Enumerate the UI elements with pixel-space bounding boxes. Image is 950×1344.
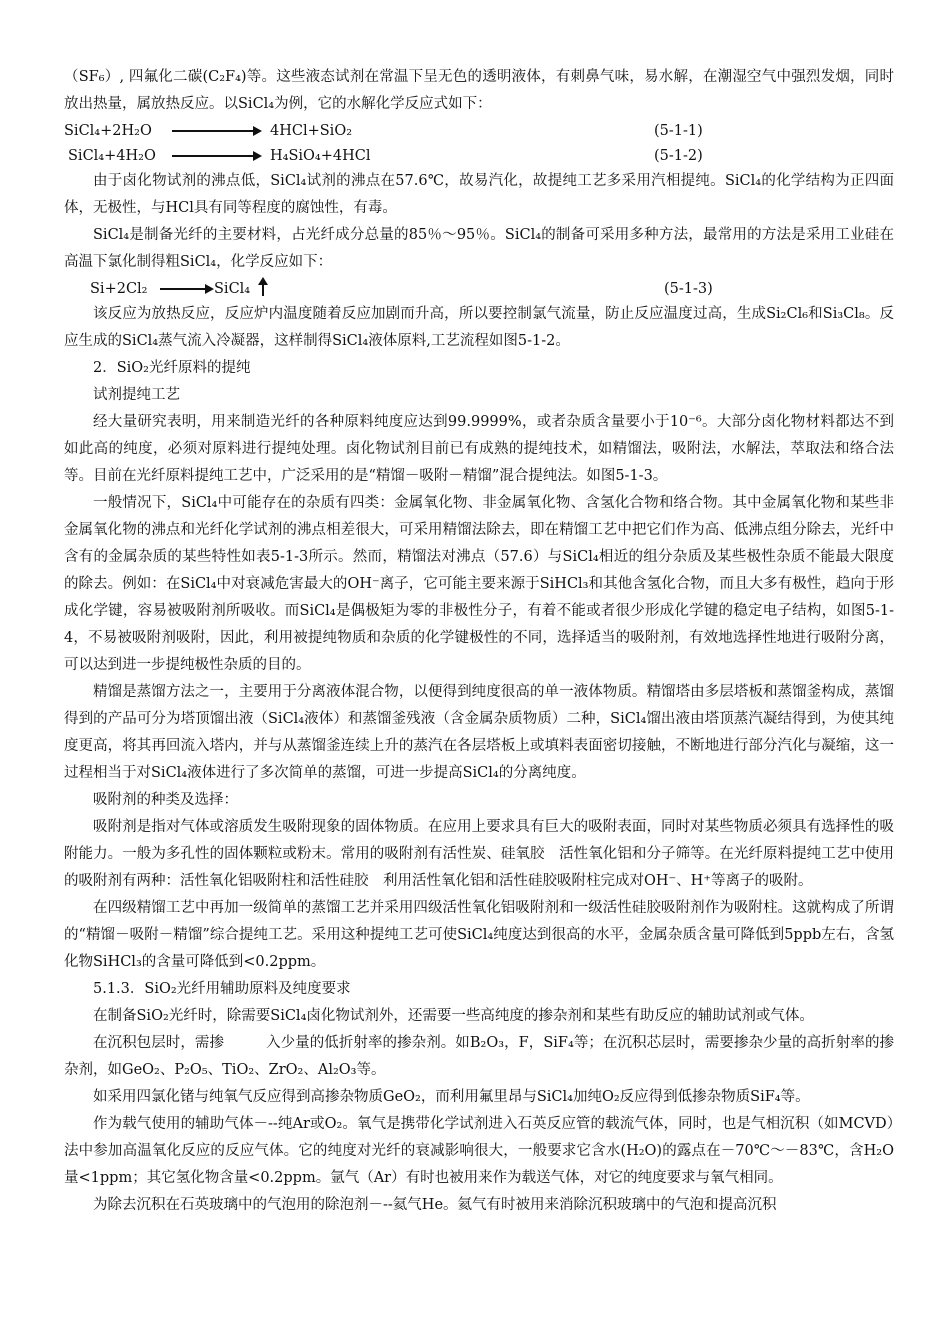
equation-number: (5-1-2) bbox=[654, 148, 703, 164]
gas-evolution-arrow-icon bbox=[262, 280, 264, 296]
paragraph: 作为载气使用的辅助气体－--纯Ar或O₂。氧气是携带化学试剂进入石英反应管的载流气体，同时，也是气相沉积（如MCVD）法中参加高温氧化反应的反应气体。它的纯度对光纤的衰减影响很大，一般要求它含水(H₂O)的露点在－70℃～－83℃，含H₂O量<1ppm；其它氢化物含量<0.2ppm。氩气（Ar）有时也被用来作为载送气体，对它的纯度要求与氧气相同。 bbox=[64, 1116, 894, 1186]
section-heading: 5.1.3．SiO₂光纤用辅助原料及纯度要求 bbox=[93, 981, 351, 997]
paragraph: 由于卤化物试剂的沸点低，SiCl₄试剂的沸点在57.6℃，故易汽化，故提纯工艺多采用汽相提纯。SiCl₄的化学结构为正四面体，无极性，与HCl具有同等程度的腐蚀性，有毒。 bbox=[64, 173, 894, 216]
paragraph: 精馏是蒸馏方法之一，主要用于分离液体混合物，以便得到纯度很高的单一液体物质。精馏塔由多层塔板和蒸馏釜构成，蒸馏得到的产品可分为塔顶馏出液（SiCl₄液体）和蒸馏釜残液（含金属杂质物质）二种，SiCl₄馏出液由塔顶蒸汽凝结得到，为使其纯度更高，将其再回流入塔内，并与从蒸馏釜连续上升的蒸汽在各层塔板上或填料表面密切接触，不断地进行部分汽化与凝缩，这一过程相当于对SiCl₄液体进行了多次简单的蒸馏，可进一步提高SiCl₄的分离纯度。 bbox=[64, 684, 894, 781]
paragraph: 该反应为放热反应，反应炉内温度随着反应加剧而升高，所以要控制氯气流量，防止反应温度过高，生成Si₂Cl₆和Si₃Cl₈。反应生成的SiCl₄蒸气流入冷凝器，这样制得SiCl₄液体原料,工艺流程如图5-1-2。 bbox=[64, 306, 894, 349]
subsection-heading: 吸附剂的种类及选择： bbox=[93, 792, 238, 808]
paragraph: SiCl₄是制备光纤的主要材料，占光纤成分总量的85％～95％。SiCl₄的制备可采用多种方法，最常用的方法是采用工业硅在高温下氯化制得粗SiCl₄，化学反应如下： bbox=[64, 227, 894, 270]
equation-lhs: SiCl₄+4H₂O bbox=[68, 148, 156, 164]
paragraph: 在四级精馏工艺中再加一级简单的蒸馏工艺并采用四级活性氧化铝吸附剂和一级活性硅胶吸附剂作为吸附柱。这就构成了所谓的“精馏－吸附－精馏”综合提纯工艺。采用这种提纯工艺可使SiCl₄纯度达到很高的水平，金属杂质含量可降低到5ppb左右，含氢化物SiHCl₃的含量可降低到<0.2ppm。 bbox=[64, 900, 894, 970]
equation-rhs: 4HCl+SiO₂ bbox=[270, 123, 353, 139]
equation-5-1-2 bbox=[64, 143, 894, 168]
paragraph: 如采用四氯化锗与纯氧气反应得到高掺杂物质GeO₂，而利用氟里昂与SiCl₄加纯O₂反应得到低掺杂物质SiF₄等。 bbox=[93, 1089, 810, 1105]
paragraph: 在制备SiO₂光纤时，除需要SiCl₄卤化物试剂外，还需要一些高纯度的掺杂剂和某些有助反应的辅助试剂或气体。 bbox=[93, 1008, 814, 1024]
paragraph-part: 在沉积包层时，需掺 bbox=[93, 1035, 225, 1051]
paragraph-part: 入少量的低折射率的掺杂剂。如B₂O₃，F，SiF₄等；在沉积芯层时，需要掺杂少量的高折射率的掺杂剂，如GeO₂、P₂O₅、TiO₂、ZrO₂、Al₂O₃等。 bbox=[64, 1035, 895, 1078]
equation-number: (5-1-3) bbox=[664, 281, 713, 297]
reaction-arrow-icon bbox=[172, 155, 260, 157]
paragraph: 一般情况下，SiCl₄中可能存在的杂质有四类：金属氧化物、非金属氧化物、含氢化合物和络合物。其中金属氧化物和某些非金属氧化物的沸点和光纤化学试剂的沸点相差很大，可采用精馏法除去，即在精馏工艺中把它们作为高、低沸点组分除去，光纤中含有的金属杂质的某些特性如表5-1-3所示。然而，精馏法对沸点（57.6）与SiCl₄相近的组分杂质及某些极性杂质不能最大限度的除去。例如：在SiCl₄中对衰减危害最大的OH⁻离子，它可能主要来源于SiHCl₃和其他含氢化合物，而且大多有极性，趋向于形成化学键，容易被吸附剂所吸收。而SiCl₄是偶极矩为零的非极性分子，有着不能或者很少形成化学键的稳定电子结构，如图5-1-4，不易被吸附剂吸附，因此，利用被提纯物质和杂质的化学键极性的不同，选择适当的吸附剂，有效地选择性地进行吸附分离，可以达到进一步提纯极性杂质的目的。 bbox=[64, 495, 894, 673]
equation-5-1-3 bbox=[64, 276, 894, 301]
paragraph: 经大量研究表明，用来制造光纤的各种原料纯度应达到99.9999%，或者杂质含量要小于10⁻⁶。大部分卤化物材料都达不到如此高的纯度，必须对原料进行提纯处理。卤化物试剂目前已有成熟的提纯技术，如精馏法，吸附法，水解法，萃取法和络合法等。目前在光纤原料提纯工艺中，广泛采用的是“精馏－吸附－精馏”混合提纯法。如图5-1-3。 bbox=[64, 414, 894, 484]
equation-lhs: Si+2Cl₂ bbox=[90, 281, 148, 297]
equation-lhs: SiCl₄+2H₂O bbox=[64, 123, 152, 139]
paragraph: 为除去沉积在石英玻璃中的气泡用的除泡剂－--氦气He。氦气有时被用来消除沉积玻璃中的气泡和提高沉积 bbox=[93, 1197, 777, 1213]
reaction-arrow-icon bbox=[160, 288, 212, 290]
equation-5-1-1 bbox=[64, 118, 894, 143]
equation-rhs: SiCl₄ bbox=[214, 281, 251, 297]
reaction-arrow-icon bbox=[172, 130, 260, 132]
equation-number: (5-1-1) bbox=[654, 123, 703, 139]
subsection-heading: 试剂提纯工艺 bbox=[93, 387, 180, 403]
paragraph bbox=[64, 1030, 894, 1084]
paragraph: 吸附剂是指对气体或溶质发生吸附现象的固体物质。在应用上要求具有巨大的吸附表面，同时对某些物质必须具有选择性的吸附能力。一般为多孔性的固体颗粒或粉末。常用的吸附剂有活性炭、硅氧胶 活性氧化铝和分子筛等。在光纤原料提纯工艺中使用的吸附剂有两种：活性氧化铝吸附柱和活性硅胶 利用活性氧化铝和活性硅胶吸附柱完成对OH⁻、H⁺等离子的吸附。 bbox=[64, 819, 894, 889]
document-page bbox=[64, 64, 894, 1219]
equation-rhs: H₄SiO₄+4HCl bbox=[270, 148, 371, 164]
paragraph: （SF₆）, 四氟化二碳(C₂F₄)等。这些液态试剂在常温下呈无色的透明液体，有刺鼻气味，易水解，在潮湿空气中强烈发烟，同时放出热量，属放热反应。以SiCl₄为例，它的水解化学反应式如下： bbox=[64, 69, 894, 112]
section-heading: 2．SiO₂光纤原料的提纯 bbox=[93, 360, 251, 376]
